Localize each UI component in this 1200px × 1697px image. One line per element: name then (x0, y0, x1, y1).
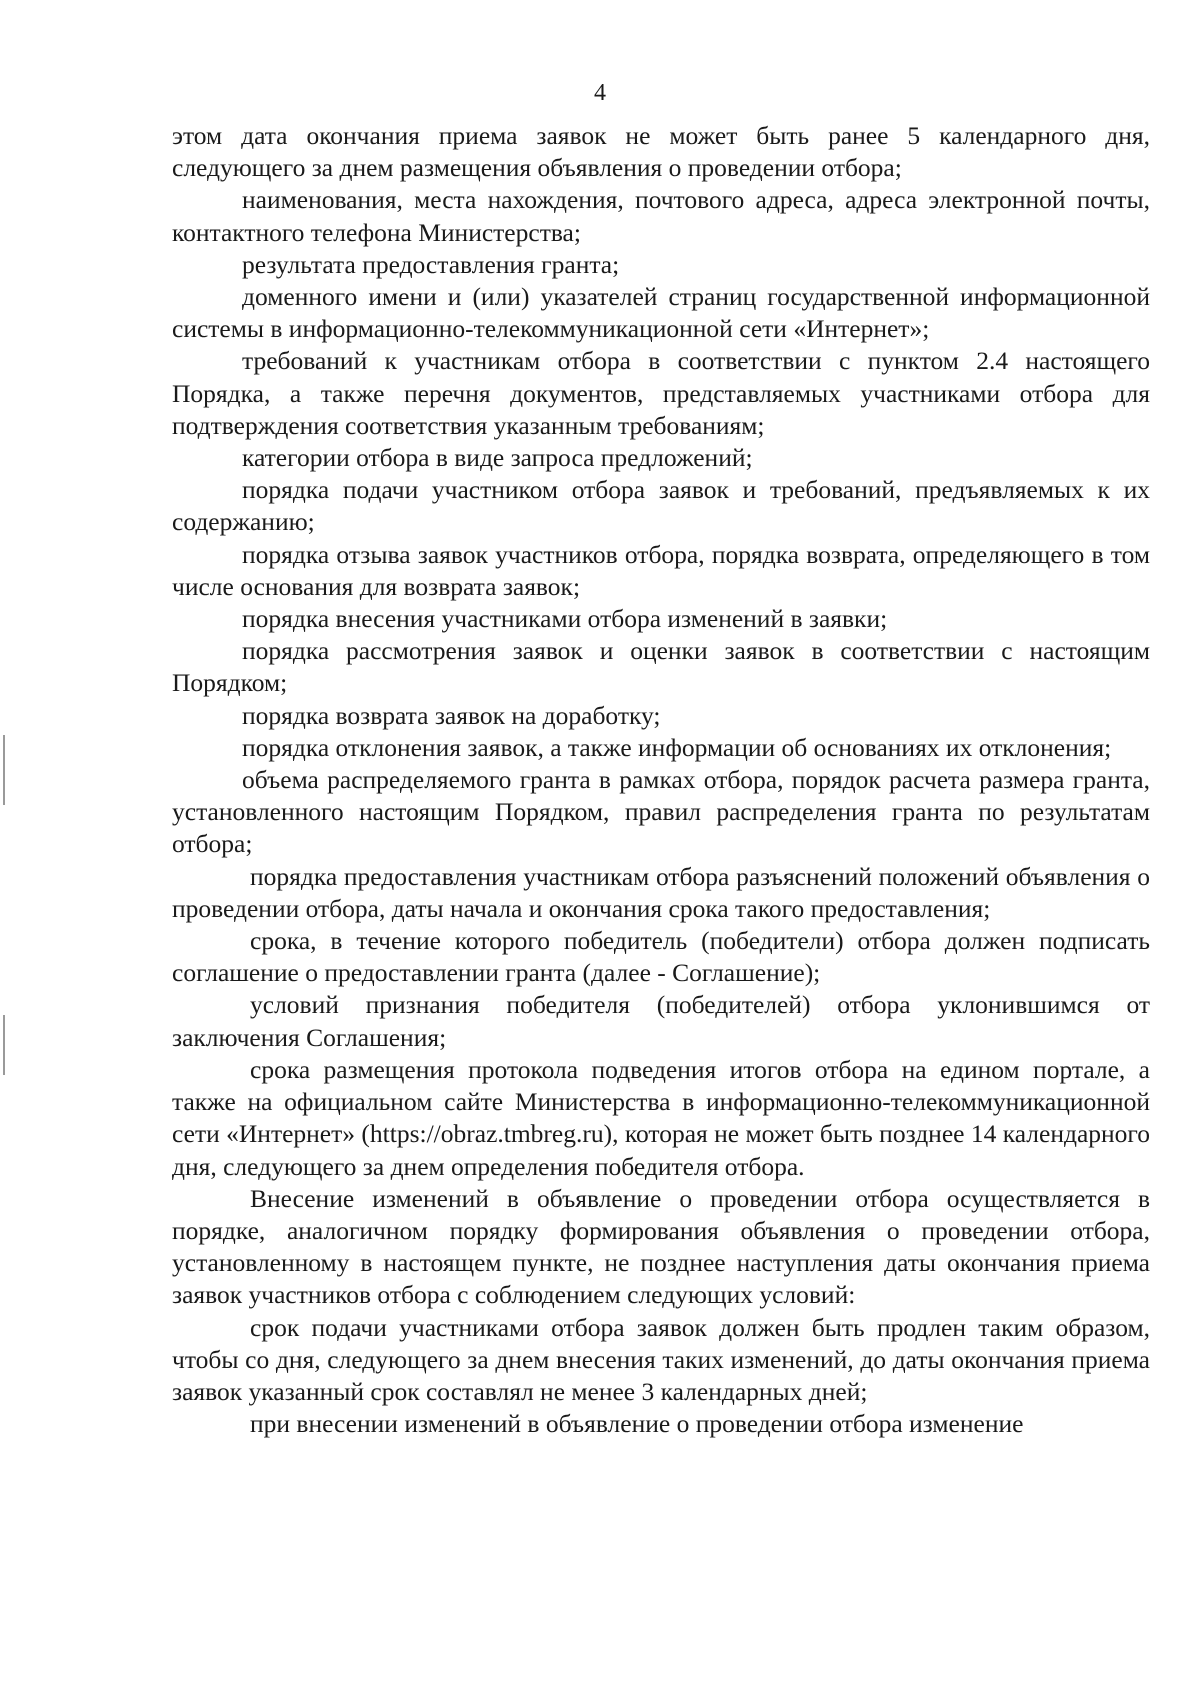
paragraph: порядка отклонения заявок, а также информации об основаниях их отклонения; (242, 732, 1112, 762)
paragraph: требований к участникам отбора в соответствии с пунктом 2.4 настоящего Порядка, а также перечня документов, представляемых участниками отбора для подтверждения соответствия указанным требованиям; (172, 346, 1150, 440)
document-body (172, 120, 1150, 1440)
scan-artifact (3, 1015, 5, 1075)
paragraph: порядка внесения участниками отбора изменений в заявки; (242, 604, 888, 634)
paragraph: Внесение изменений в объявление о проведении отбора осуществляется в порядке, аналогичном порядку формирования объявления о проведении отбора, установленному в настоящем пункте, не позднее наступления даты окончания приема заявок участников отбора с соблюдением следующих условий: (172, 1183, 1150, 1310)
paragraph: объема распределяемого гранта в рамках отбора, порядок расчета размера гранта, установленного настоящим Порядком, правил распределения гранта по результатам отбора; (172, 765, 1150, 859)
paragraph: срок подачи участниками отбора заявок должен быть продлен таким образом, чтобы со дня, следующего за днем внесения таких изменений, до даты окончания приема заявок указанный срок составлял не менее 3 календарных дней; (172, 1312, 1150, 1406)
paragraph: доменного имени и (или) указателей страниц государственной информационной системы в информационно-телекоммуникационной сети «Интернет»; (172, 282, 1150, 344)
paragraph: порядка отзыва заявок участников отбора, порядка возврата, определяющего в том числе основания для возврата заявок; (172, 539, 1150, 601)
paragraph: срока, в течение которого победитель (победители) отбора должен подписать соглашение о предоставлении гранта (далее - Соглашение); (172, 926, 1150, 988)
page-number: 4 (594, 80, 606, 106)
paragraph: порядка подачи участником отбора заявок и требований, предъявляемых к их содержанию; (172, 475, 1150, 537)
paragraph: порядка рассмотрения заявок и оценки заявок в соответствии с настоящим Порядком; (172, 636, 1150, 698)
paragraph: условий признания победителя (победителей) отбора уклонившимся от заключения Соглашения; (172, 990, 1150, 1052)
paragraph: при внесении изменений в объявление о проведении отбора изменение (250, 1409, 1024, 1439)
paragraph: срока размещения протокола подведения итогов отбора на едином портале, а также на официальном сайте Министерства в информационно-телекоммуникационной сети «Интернет» (https://obraz.tmbreg.ru), которая не может быть позднее 14 календарного дня, следующего за днем определения победителя отбора. (172, 1054, 1150, 1181)
paragraph: порядка предоставления участникам отбора разъяснений положений объявления о проведении отбора, даты начала и окончания срока такого предоставления; (172, 861, 1150, 923)
scan-artifact (3, 735, 5, 805)
paragraph: результата предоставления гранта; (242, 249, 620, 279)
paragraph: категории отбора в виде запроса предложений; (242, 443, 753, 473)
paragraph: этом дата окончания приема заявок не может быть ранее 5 календарного дня, следующего за днем размещения объявления о проведении отбора; (172, 121, 1150, 183)
paragraph: порядка возврата заявок на доработку; (242, 700, 661, 730)
paragraph: наименования, места нахождения, почтового адреса, адреса электронной почты, контактного телефона Министерства; (172, 185, 1150, 247)
